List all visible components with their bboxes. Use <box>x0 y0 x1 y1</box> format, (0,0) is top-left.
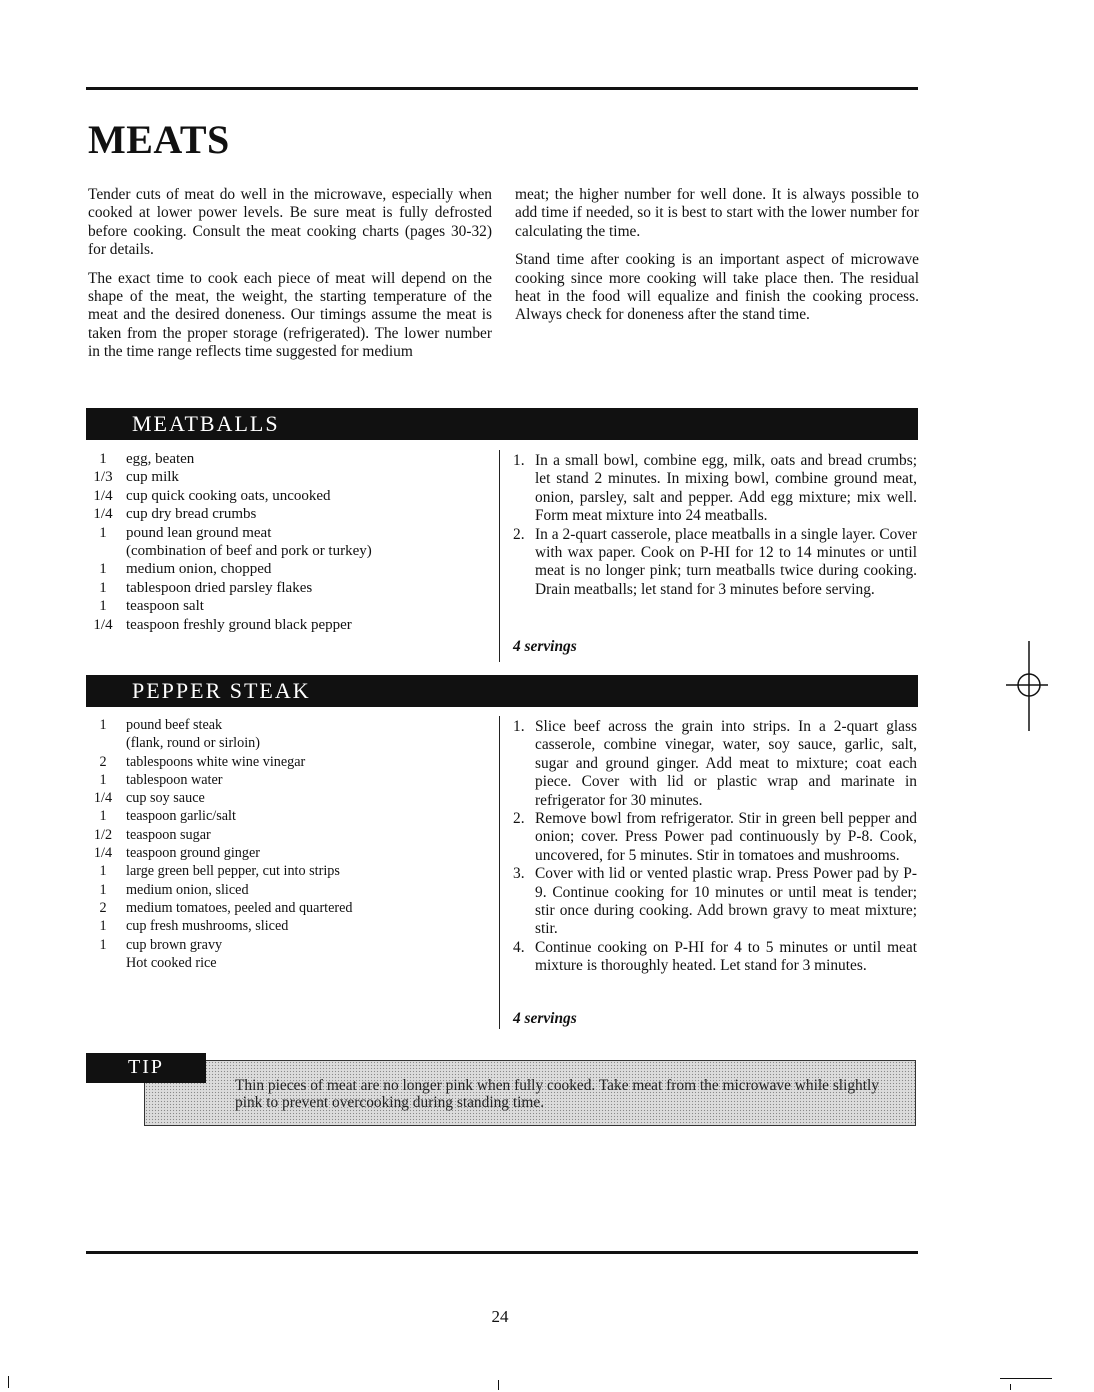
ingredient-row <box>88 616 488 634</box>
ingredient-qty: 1 <box>99 561 107 578</box>
step-item <box>513 939 917 976</box>
ingredient-text: teaspoon freshly ground black pepper <box>126 616 352 633</box>
pepper-steak-steps <box>513 718 917 976</box>
pepper-steak-header-bar <box>86 675 918 707</box>
ingredient-qty: 1 <box>99 918 107 935</box>
step-item <box>513 526 917 600</box>
intro-right-column <box>515 186 919 335</box>
ingredient-text: medium tomatoes, peeled and quartered <box>126 899 353 916</box>
step-number: 2. <box>513 525 525 543</box>
ingredient-qty <box>88 734 118 752</box>
ingredient-qty: 1/4 <box>93 845 113 862</box>
intro-paragraph: Tender cuts of meat do well in the microwave, especially when cooked at lower power levels. Be sure meat is fully defrosted before cooking. Consult the meat cooking charts (pages 30-32) for details. <box>88 186 492 259</box>
ingredient-qty <box>88 954 118 972</box>
column-divider <box>499 716 500 1029</box>
intro-left-column <box>88 186 492 372</box>
meatballs-servings: 4 servings <box>513 638 577 655</box>
meatballs-ingredients <box>88 450 488 634</box>
ingredient-text: teaspoon ground ginger <box>126 845 260 862</box>
ingredient-qty: 1/4 <box>93 616 113 633</box>
pepper-steak-heading: PEPPER STEAK <box>132 678 311 703</box>
meatballs-steps <box>513 452 917 599</box>
crop-mark <box>1000 1378 1052 1379</box>
step-text: Slice beef across the grain into strips. In a 2-quart glass casserole, combine vinegar, water, soy sauce, garlic, salt, sugar and ground ginger. Add meat to mixture; coat each piece. Cover with lid or plastic wrap and marinate in refrigerator for 30 minutes. <box>535 718 917 809</box>
ingredient-row <box>88 881 488 899</box>
crop-mark <box>8 1376 9 1388</box>
step-number: 1. <box>513 718 525 735</box>
step-text: Continue cooking on P-HI for 4 to 5 minutes or until meat mixture is thoroughly heated. Let stand for 3 minutes. <box>535 938 917 975</box>
ingredient-qty: 1 <box>99 881 107 898</box>
ingredient-text: cup dry bread crumbs <box>126 506 257 523</box>
ingredient-row <box>88 505 488 523</box>
ingredient-text: pound beef steak <box>126 717 223 733</box>
crop-mark <box>498 1380 499 1390</box>
ingredient-row <box>88 807 488 825</box>
ingredient-text: pound lean ground meat <box>126 524 272 541</box>
step-number: 1. <box>513 452 525 469</box>
ingredient-qty: 1 <box>99 598 107 615</box>
ingredient-row <box>88 936 488 954</box>
step-item <box>513 718 917 810</box>
ingredient-qty: 1 <box>99 451 107 467</box>
ingredient-qty: 1 <box>99 524 107 541</box>
ingredient-row <box>88 716 488 734</box>
ingredient-text: Hot cooked rice <box>126 954 217 971</box>
ingredient-row <box>88 789 488 807</box>
ingredient-row <box>88 899 488 917</box>
step-number: 4. <box>513 938 525 956</box>
intro-paragraph: Stand time after cooking is an important aspect of microwave cooking since more cooking will take place then. The residual heat in the food will equalize and finish the cooking process. Always check for doneness after the stand time. <box>515 251 919 324</box>
meatballs-header-bar <box>86 408 918 440</box>
tip-box <box>144 1060 916 1126</box>
ingredient-qty <box>88 542 118 560</box>
tip-label-bar <box>86 1053 206 1083</box>
ingredient-qty: 1/4 <box>93 506 113 523</box>
ingredient-qty: 1 <box>99 936 107 953</box>
ingredient-qty: 1/2 <box>93 826 113 843</box>
pepper-steak-servings: 4 servings <box>513 1010 577 1027</box>
ingredient-text: cup quick cooking oats, uncooked <box>126 487 331 504</box>
crop-mark <box>1010 1384 1011 1390</box>
step-item <box>513 865 917 939</box>
ingredient-qty: 1 <box>99 579 107 596</box>
page-title: MEATS <box>88 117 230 162</box>
ingredient-text: cup soy sauce <box>126 790 205 807</box>
pepper-steak-ingredients <box>88 716 488 972</box>
ingredient-text: cup fresh mushrooms, sliced <box>126 918 289 935</box>
ingredient-text: cup milk <box>126 469 179 486</box>
ingredient-qty: 1 <box>99 717 107 733</box>
meatballs-heading: MEATBALLS <box>132 411 280 436</box>
tip-text: Thin pieces of meat are no longer pink when fully cooked. Take meat from the microwave while slightly pink to prevent overcooking during standing time. <box>235 1077 879 1111</box>
ingredient-row <box>88 468 488 486</box>
ingredient-text: cup brown gravy <box>126 936 223 953</box>
ingredient-row <box>88 771 488 789</box>
ingredient-row <box>88 734 488 752</box>
ingredient-row <box>88 753 488 771</box>
step-text: Cover with lid or vented plastic wrap. Press Power pad by P-9. Continue cooking for 10 minutes or until meat is tender; stir once during cooking. Add brown gravy to meat mixture; stir. <box>535 865 917 938</box>
bottom-rule <box>86 1251 918 1254</box>
step-item <box>513 452 917 526</box>
ingredient-text: tablespoon dried parsley flakes <box>126 579 313 596</box>
ingredient-row <box>88 597 488 615</box>
step-number: 3. <box>513 865 525 883</box>
step-text: Remove bowl from refrigerator. Stir in green bell pepper and onion; cover. Press Power pad continuously by P-8. Cook, uncovered, for 5 minutes. Stir in tomatoes and mushrooms. <box>535 810 917 864</box>
ingredient-row <box>88 524 488 542</box>
ingredient-text: (combination of beef and pork or turkey) <box>126 543 372 560</box>
ingredient-text: (flank, round or sirloin) <box>126 735 260 752</box>
intro-paragraph: The exact time to cook each piece of meat will depend on the shape of the meat, the weight, the starting temperature of the meat and the desired doneness. Our timings assume the meat is taken from the proper storage (refrigerated). The lower number in the time range reflects time suggested for medium <box>88 269 492 361</box>
ingredient-row <box>88 844 488 862</box>
tip-label: TIP <box>128 1056 164 1078</box>
page-number: 24 <box>491 1307 509 1326</box>
ingredient-qty: 1 <box>99 808 107 825</box>
ingredient-text: large green bell pepper, cut into strips <box>126 863 340 880</box>
ingredient-text: medium onion, sliced <box>126 881 249 898</box>
ingredient-text: egg, beaten <box>126 451 195 467</box>
ingredient-qty: 1/3 <box>93 469 113 486</box>
step-item <box>513 810 917 865</box>
ingredient-qty: 1/4 <box>93 790 113 807</box>
ingredient-text: teaspoon sugar <box>126 826 211 843</box>
ingredient-row <box>88 579 488 597</box>
intro-paragraph: meat; the higher number for well done. It is always possible to add time if needed, so it is best to start with the lower number for calculating the time. <box>515 186 919 240</box>
ingredient-row <box>88 862 488 880</box>
step-text: In a small bowl, combine egg, milk, oats and bread crumbs; let stand 2 minutes. In mixing bowl, combine ground meat, onion, parsley, salt and pepper. Add egg mixture; mix well. Form meat mixture into 24 meatballs. <box>535 452 917 525</box>
column-divider <box>499 450 500 662</box>
ingredient-qty: 1/4 <box>93 487 113 504</box>
ingredient-row <box>88 560 488 578</box>
ingredient-text: teaspoon garlic/salt <box>126 808 236 825</box>
ingredient-text: medium onion, chopped <box>126 561 272 578</box>
ingredient-qty: 1 <box>99 863 107 880</box>
ingredient-row <box>88 954 488 972</box>
ingredient-text: teaspoon salt <box>126 598 204 615</box>
ingredient-row <box>88 826 488 844</box>
step-number: 2. <box>513 810 525 828</box>
top-rule <box>86 87 918 90</box>
ingredient-qty: 2 <box>99 899 107 916</box>
ingredient-text: tablespoons white wine vinegar <box>126 753 306 770</box>
ingredient-row <box>88 542 488 560</box>
ingredient-row <box>88 450 488 468</box>
ingredient-qty: 2 <box>99 753 107 770</box>
step-text: In a 2-quart casserole, place meatballs in a single layer. Cover with wax paper. Cook on P-HI for 12 to 14 minutes or until meat is no longer pink; turn meatballs twice during cooking. Drain meatballs; let stand for 3 minutes before serving. <box>535 525 917 598</box>
ingredient-row <box>88 917 488 935</box>
registration-mark-icon <box>1002 641 1048 731</box>
ingredient-qty: 1 <box>99 771 107 788</box>
ingredient-text: tablespoon water <box>126 771 223 788</box>
ingredient-row <box>88 487 488 505</box>
